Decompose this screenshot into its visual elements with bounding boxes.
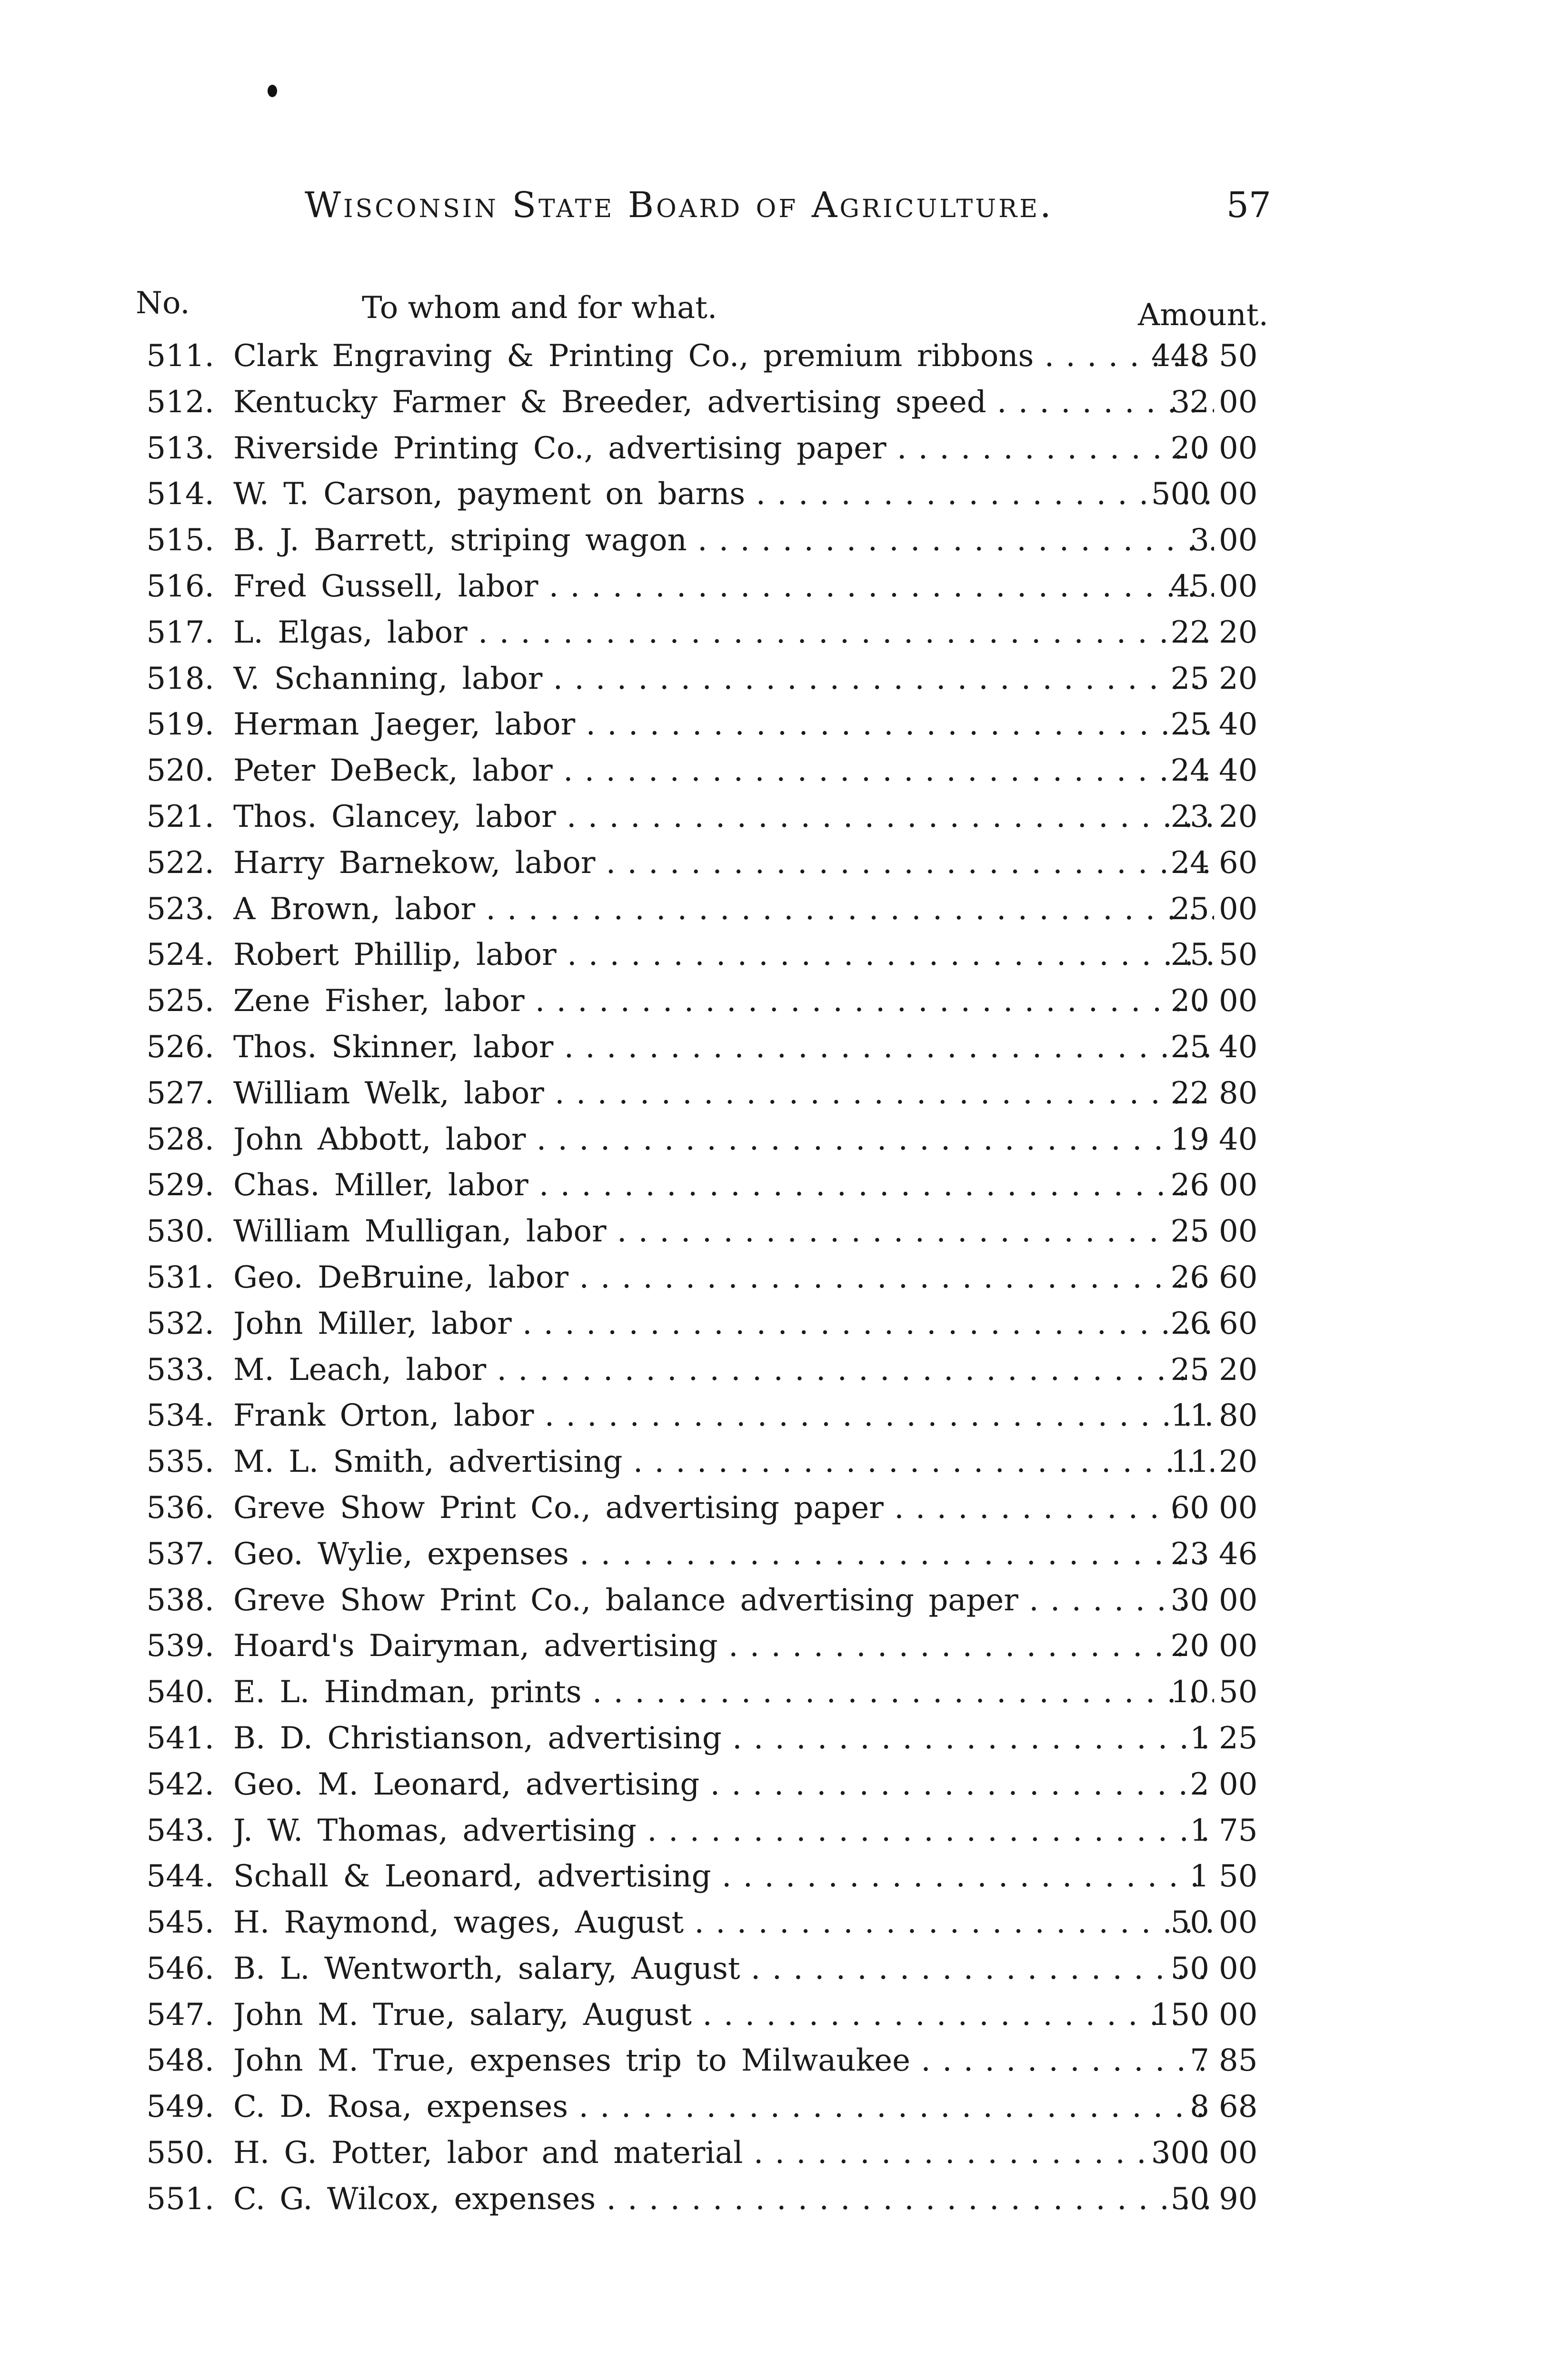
entry-number: 539. (146, 1628, 214, 1664)
table-row (124, 564, 1276, 610)
amount-cents: 00 (1219, 430, 1258, 466)
entry-description-cell (233, 1255, 1214, 1301)
table-row (124, 2130, 1276, 2176)
entry-description-cell (233, 2038, 1214, 2084)
table-row (124, 1439, 1276, 1485)
amount-dollars: 26 (1170, 1168, 1209, 1203)
table-row (124, 702, 1276, 748)
entry-description: V. Schanning, labor . . . (233, 661, 1214, 696)
entry-description-cell (233, 1301, 1214, 1347)
amount-dollars: 3 (1190, 523, 1209, 558)
entry-description: John Miller, labor . . . (233, 1306, 1214, 1341)
entry-number: 541. (146, 1720, 214, 1756)
amount-cents: 00 (1219, 1168, 1258, 1203)
entry-number: 531. (146, 1259, 214, 1295)
amount-dollars: 23 (1170, 799, 1209, 834)
amount-cents: 00 (1219, 891, 1258, 927)
amount-cents: 00 (1219, 384, 1258, 420)
entry-description-cell (233, 1808, 1214, 1854)
entry-description: W. T. Carson, payment on barns . . . (233, 476, 1214, 512)
entry-number: 533. (146, 1352, 214, 1388)
amount-cents: 80 (1219, 1075, 1258, 1111)
entry-description: E. L. Hindman, prints . . . (233, 1675, 1214, 1710)
entry-description: B. J. Barrett, striping wagon . . . (233, 523, 1214, 558)
amount-dollars: 50 (1170, 2181, 1209, 2217)
amount-dollars: 20 (1170, 983, 1209, 1019)
column-header-no: No. (136, 286, 190, 321)
entry-description-cell (233, 1669, 1214, 1716)
column-header-amount: Amount. (1138, 298, 1268, 333)
entry-number: 525. (146, 983, 214, 1019)
amount-cents: 50 (1219, 937, 1258, 973)
page-header (305, 185, 1271, 242)
entry-description: Harry Barnekow, labor . . . (233, 845, 1214, 881)
table-row (124, 1669, 1276, 1716)
entry-description: Chas. Miller, labor . . . (233, 1168, 1214, 1203)
table-row (124, 932, 1276, 978)
table-row (124, 794, 1276, 840)
table-row (124, 1485, 1276, 1531)
entry-number: 528. (146, 1121, 214, 1157)
amount-dollars: 25 (1170, 1214, 1209, 1250)
amount-cents: 50 (1219, 1859, 1258, 1894)
entry-number: 547. (146, 1997, 214, 2033)
entry-number: 530. (146, 1214, 214, 1250)
amount-dollars: 30 (1170, 1582, 1209, 1618)
amount-dollars: 20 (1170, 1628, 1209, 1664)
page-number: 57 (1226, 185, 1271, 226)
table-row (124, 656, 1276, 702)
amount-cents: 40 (1219, 707, 1258, 743)
entry-number: 513. (146, 430, 214, 466)
entry-description-cell (233, 2130, 1214, 2176)
amount-cents: 60 (1219, 1306, 1258, 1341)
amount-dollars: 1 (1190, 1859, 1209, 1894)
amount-dollars: 25 (1170, 891, 1209, 927)
amount-dollars: 25 (1170, 937, 1209, 973)
entry-description-cell (233, 1762, 1214, 1808)
amount-cents: 20 (1219, 1444, 1258, 1480)
entry-number: 538. (146, 1582, 214, 1618)
amount-cents: 00 (1219, 1490, 1258, 1526)
amount-dollars: 11 (1170, 1444, 1209, 1480)
entry-description: Thos. Glancey, labor . . . (233, 799, 1214, 834)
entry-description-cell (233, 379, 1214, 426)
table-row (124, 840, 1276, 886)
entry-description-cell (233, 610, 1214, 656)
entry-description: Kentucky Farmer & Breeder, advertising speed . . . (233, 385, 1214, 420)
amount-cents: 00 (1219, 568, 1258, 604)
entry-description: Geo. Wylie, expenses . . . (233, 1537, 1214, 1572)
table-row (124, 748, 1276, 794)
entry-number: 514. (146, 476, 214, 512)
entry-description: Riverside Printing Co., advertising paper . . . (233, 431, 1214, 466)
table-row (124, 1071, 1276, 1117)
amount-dollars: 22 (1170, 1075, 1209, 1111)
amount-dollars: 300 (1151, 2135, 1209, 2171)
entry-description: Geo. M. Leonard, advertising . . . (233, 1767, 1214, 1802)
amount-cents: 50 (1219, 1675, 1258, 1710)
amount-cents: 68 (1219, 2089, 1258, 2125)
amount-cents: 00 (1219, 1628, 1258, 1664)
entry-number: 543. (146, 1813, 214, 1848)
entry-number: 545. (146, 1905, 214, 1941)
table-row (124, 1762, 1276, 1808)
entry-description-cell (233, 1162, 1214, 1209)
entry-description-cell (233, 748, 1214, 794)
amount-dollars: 8 (1190, 2089, 1209, 2125)
table-row (124, 886, 1276, 932)
entry-description-cell (233, 333, 1214, 379)
entry-number: 527. (146, 1075, 214, 1111)
amount-cents: 20 (1219, 799, 1258, 834)
entry-description-cell (233, 1393, 1214, 1439)
amount-cents: 20 (1219, 615, 1258, 650)
amount-cents: 00 (1219, 1997, 1258, 2033)
amount-dollars: 448 (1151, 338, 1209, 374)
entry-number: 520. (146, 753, 214, 789)
entry-description-cell (233, 1071, 1214, 1117)
entry-description: Greve Show Print Co., balance advertising paper . . . (233, 1583, 1214, 1618)
amount-cents: 60 (1219, 1259, 1258, 1295)
amount-cents: 40 (1219, 1029, 1258, 1065)
amount-cents: 80 (1219, 1398, 1258, 1434)
entry-description: John Abbott, labor . . . (233, 1122, 1214, 1157)
amount-dollars: 7 (1190, 2043, 1209, 2079)
amount-cents: 00 (1219, 1214, 1258, 1250)
entry-number: 512. (146, 384, 214, 420)
entry-number: 551. (146, 2181, 214, 2217)
table-row (124, 1162, 1276, 1209)
amount-cents: 40 (1219, 1121, 1258, 1157)
entry-description: Thos. Skinner, labor . . . (233, 1030, 1214, 1065)
entry-description: A Brown, labor . . . (233, 892, 1214, 927)
entry-description: M. L. Smith, advertising . . . (233, 1444, 1214, 1479)
entry-description: Herman Jaeger, labor . . . (233, 707, 1214, 742)
entry-number: 522. (146, 845, 214, 881)
entry-description: Schall & Leonard, advertising . . . (233, 1859, 1214, 1894)
table-row (124, 1347, 1276, 1393)
amount-cents: 00 (1219, 476, 1258, 512)
running-title: Wisconsin State Board of Agriculture. (305, 185, 1054, 226)
entry-number: 523. (146, 891, 214, 927)
amount-cents: 00 (1219, 1582, 1258, 1618)
entry-description: L. Elgas, labor . . . (233, 615, 1214, 650)
table-row (124, 1117, 1276, 1163)
entry-description: C. D. Rosa, expenses . . . (233, 2089, 1214, 2124)
entry-number: 518. (146, 661, 214, 696)
entry-description-cell (233, 1992, 1214, 2038)
entry-description-cell (233, 702, 1214, 748)
amount-cents: 00 (1219, 1766, 1258, 1802)
entry-description-cell (233, 886, 1214, 932)
entry-number: 529. (146, 1168, 214, 1203)
ledger-table (124, 333, 1276, 2222)
entry-description: J. W. Thomas, advertising . . . (233, 1813, 1214, 1848)
entry-description-cell (233, 471, 1214, 517)
entry-description-cell (233, 1577, 1214, 1624)
amount-dollars: 24 (1170, 845, 1209, 881)
amount-dollars: 10 (1170, 1675, 1209, 1710)
table-row (124, 1393, 1276, 1439)
entry-number: 548. (146, 2043, 214, 2079)
entry-description-cell (233, 1854, 1214, 1900)
entry-description: Robert Phillip, labor . . . (233, 937, 1214, 972)
table-row (124, 1255, 1276, 1301)
entry-description: Frank Orton, labor . . . (233, 1398, 1214, 1433)
entry-description: Greve Show Print Co., advertising paper . . . (233, 1490, 1214, 1526)
entry-description-cell (233, 978, 1214, 1024)
entry-description-cell (233, 1623, 1214, 1669)
table-row (124, 1623, 1276, 1669)
table-row (124, 426, 1276, 472)
entry-description-cell (233, 1946, 1214, 1992)
amount-dollars: 26 (1170, 1306, 1209, 1341)
amount-dollars: 60 (1170, 1490, 1209, 1526)
column-header-what: To whom and for what. (362, 290, 717, 326)
entry-description-cell (233, 1117, 1214, 1163)
amount-cents: 85 (1219, 2043, 1258, 2079)
entry-description-cell (233, 2176, 1214, 2222)
entry-number: 519. (146, 707, 214, 743)
amount-dollars: 22 (1170, 615, 1209, 650)
amount-dollars: 25 (1170, 1029, 1209, 1065)
table-row (124, 1577, 1276, 1624)
entry-description-cell (233, 840, 1214, 886)
amount-dollars: 26 (1170, 1259, 1209, 1295)
amount-cents: 00 (1219, 1905, 1258, 1941)
entry-number: 526. (146, 1029, 214, 1065)
entry-description: Peter DeBeck, labor . . . (233, 753, 1214, 788)
table-row (124, 2084, 1276, 2130)
entry-description: Hoard's Dairyman, advertising . . . (233, 1628, 1214, 1664)
table-row (124, 379, 1276, 426)
table-row (124, 1854, 1276, 1900)
amount-dollars: 2 (1190, 1766, 1209, 1802)
table-row (124, 517, 1276, 564)
table-row (124, 471, 1276, 517)
entry-description: M. Leach, labor . . . (233, 1352, 1214, 1388)
entry-number: 542. (146, 1766, 214, 1802)
amount-dollars: 50 (1170, 1951, 1209, 1986)
amount-dollars: 32 (1170, 384, 1209, 420)
amount-cents: 00 (1219, 1951, 1258, 1986)
amount-dollars: 20 (1170, 430, 1209, 466)
entry-description-cell (233, 1716, 1214, 1762)
amount-cents: 40 (1219, 753, 1258, 789)
entry-number: 515. (146, 523, 214, 558)
entry-description: John M. True, salary, August . . . (233, 1997, 1214, 2033)
entry-number: 524. (146, 937, 214, 973)
table-row (124, 2038, 1276, 2084)
table-row (124, 1992, 1276, 2038)
amount-dollars: 11 (1170, 1398, 1209, 1434)
entry-description-cell (233, 517, 1214, 564)
entry-number: 540. (146, 1675, 214, 1710)
table-row (124, 1900, 1276, 1946)
entry-number: 535. (146, 1444, 214, 1480)
table-row (124, 2176, 1276, 2222)
amount-cents: 20 (1219, 1352, 1258, 1388)
entry-number: 549. (146, 2089, 214, 2125)
entry-number: 544. (146, 1859, 214, 1894)
table-row (124, 1716, 1276, 1762)
entry-description: William Mulligan, labor . . . (233, 1214, 1214, 1249)
entry-number: 511. (146, 338, 214, 374)
entry-description: B. D. Christianson, advertising . . . (233, 1721, 1214, 1756)
amount-dollars: 25 (1170, 1352, 1209, 1388)
table-row (124, 1209, 1276, 1255)
amount-dollars: 23 (1170, 1536, 1209, 1572)
table-row (124, 978, 1276, 1024)
entry-number: 546. (146, 1951, 214, 1986)
table-row (124, 1531, 1276, 1577)
entry-description-cell (233, 2084, 1214, 2130)
amount-cents: 00 (1219, 523, 1258, 558)
amount-dollars: 25 (1170, 661, 1209, 696)
entry-description-cell (233, 794, 1214, 840)
amount-cents: 60 (1219, 845, 1258, 881)
amount-dollars: 45 (1170, 568, 1209, 604)
amount-cents: 75 (1219, 1813, 1258, 1848)
entry-description-cell (233, 1485, 1214, 1531)
table-row (124, 1808, 1276, 1854)
entry-number: 537. (146, 1536, 214, 1572)
entry-number: 532. (146, 1306, 214, 1341)
entry-description: B. L. Wentworth, salary, August . . . (233, 1951, 1214, 1986)
entry-number: 517. (146, 615, 214, 650)
entry-description: William Welk, labor . . . (233, 1076, 1214, 1111)
entry-number: 536. (146, 1490, 214, 1526)
entry-description: John M. True, expenses trip to Milwaukee . . . (233, 2043, 1214, 2078)
amount-dollars: 500 (1151, 476, 1209, 512)
amount-dollars: 25 (1170, 707, 1209, 743)
table-row (124, 1946, 1276, 1992)
amount-dollars: 50 (1170, 1905, 1209, 1941)
entry-description-cell (233, 1531, 1214, 1577)
entry-description-cell (233, 656, 1214, 702)
amount-cents: 00 (1219, 2135, 1258, 2171)
amount-cents: 46 (1219, 1536, 1258, 1572)
entry-description-cell (233, 564, 1214, 610)
amount-cents: 00 (1219, 983, 1258, 1019)
entry-description-cell (233, 1024, 1214, 1071)
entry-description-cell (233, 1900, 1214, 1946)
amount-dollars: 19 (1170, 1121, 1209, 1157)
entry-description-cell (233, 1439, 1214, 1485)
table-row (124, 333, 1276, 379)
amount-dollars: 150 (1151, 1997, 1209, 2033)
ink-speck (268, 85, 277, 97)
entry-description: Geo. DeBruine, labor . . . (233, 1260, 1214, 1295)
entry-description: Clark Engraving & Printing Co., premium ribbons . . . (233, 338, 1214, 374)
entry-description: H. G. Potter, labor and material . . . (233, 2135, 1214, 2171)
entry-number: 550. (146, 2135, 214, 2171)
amount-cents: 20 (1219, 661, 1258, 696)
entry-number: 534. (146, 1398, 214, 1434)
entry-description: Fred Gussell, labor . . . (233, 569, 1214, 604)
entry-number: 521. (146, 799, 214, 834)
entry-description-cell (233, 1209, 1214, 1255)
amount-cents: 90 (1219, 2181, 1258, 2217)
amount-dollars: 1 (1190, 1720, 1209, 1756)
amount-dollars: 1 (1190, 1813, 1209, 1848)
amount-cents: 50 (1219, 338, 1258, 374)
entry-description: C. G. Wilcox, expenses . . . (233, 2182, 1214, 2217)
amount-dollars: 24 (1170, 753, 1209, 789)
entry-description: Zene Fisher, labor . . . (233, 983, 1214, 1019)
entry-description-cell (233, 932, 1214, 978)
entry-description: H. Raymond, wages, August . . . (233, 1905, 1214, 1940)
table-row (124, 1301, 1276, 1347)
entry-description-cell (233, 426, 1214, 472)
entry-description-cell (233, 1347, 1214, 1393)
table-row (124, 1024, 1276, 1071)
amount-cents: 25 (1219, 1720, 1258, 1756)
table-row (124, 610, 1276, 656)
entry-number: 516. (146, 568, 214, 604)
